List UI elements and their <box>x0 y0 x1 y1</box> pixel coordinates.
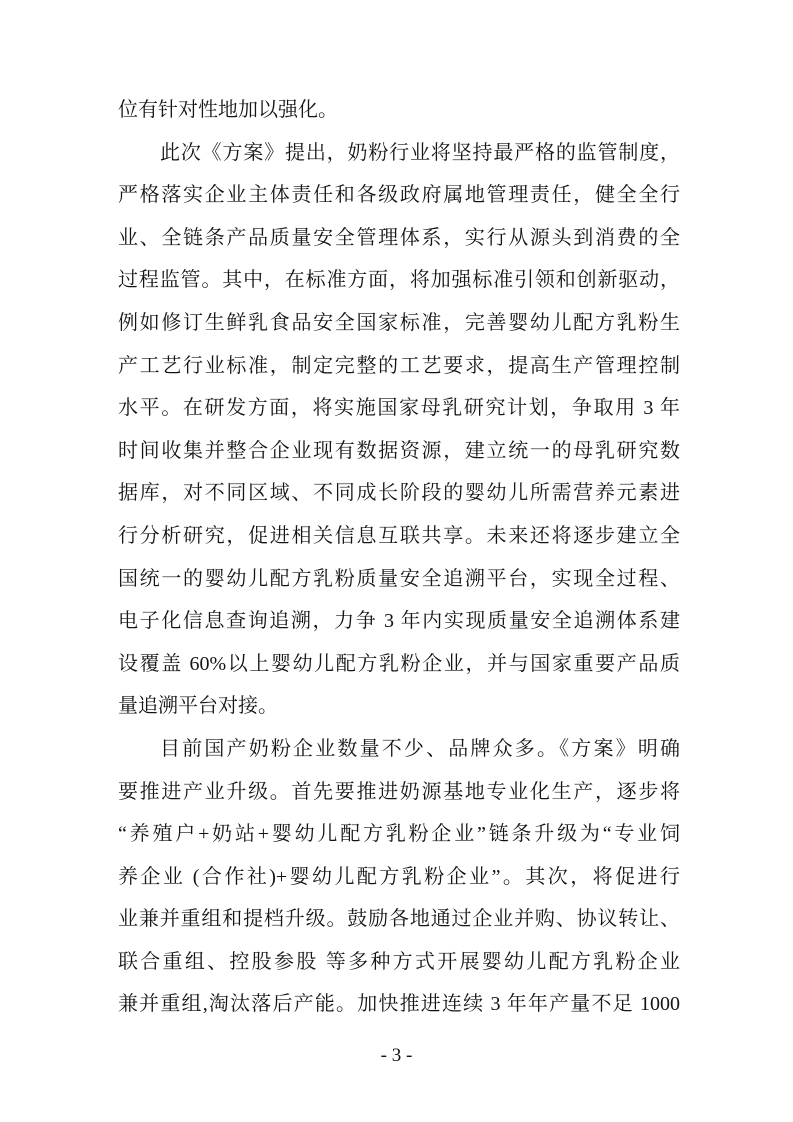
text-line: 位有针对性地加以强化。 <box>118 99 338 121</box>
text-line: 养企业 (合作社)+婴幼儿配方乳粉企业”。其次，将促进行 <box>118 865 680 888</box>
document-body-text <box>118 89 680 1026</box>
text-line: 业兼并重组和提档升级。鼓励各地通过企业并购、协议转让、 <box>118 908 680 931</box>
text-line: 要推进产业升级。首先要推进奶源基地专业化生产，逐步将 <box>118 780 680 803</box>
text-line: 此次《方案》提出，奶粉行业将坚持最严格的监管制度， <box>160 141 680 164</box>
text-line: 时间收集并整合企业现有数据资源，建立统一的母乳研究数 <box>118 439 680 462</box>
text-line: 据库，对不同区域、不同成长阶段的婴幼儿所需营养元素进 <box>118 482 680 505</box>
text-line: 业、全链条产品质量安全管理体系，实行从源头到消费的全 <box>118 226 680 249</box>
text-line: 兼并重组,淘汰落后产能。加快推进连续 3 年年产量不足 1000 <box>118 993 680 1016</box>
text-line: 电子化信息查询追溯，力争 3 年内实现质量安全追溯体系建 <box>118 610 680 633</box>
text-line: 过程监管。其中，在标准方面，将加强标准引领和创新驱动， <box>118 269 680 292</box>
text-line: 水平。在研发方面，将实施国家母乳研究计划，争取用 3 年 <box>118 397 680 420</box>
text-line: 国统一的婴幼儿配方乳粉质量安全追溯平台，实现全过程、 <box>118 567 680 590</box>
text-line: 例如修订生鲜乳食品安全国家标准，完善婴幼儿配方乳粉生 <box>118 311 680 334</box>
text-line: 量追溯平台对接。 <box>118 695 278 718</box>
page-number: - 3 - <box>380 1045 413 1066</box>
text-line: 严格落实企业主体责任和各级政府属地管理责任，健全全行 <box>118 184 680 207</box>
text-line: “养殖户+奶站+婴幼儿配方乳粉企业”链条升级为“专业饲 <box>118 823 680 846</box>
text-line: 联合重组、控股参股 等多种方式开展婴幼儿配方乳粉企业 <box>118 950 680 973</box>
text-line: 产工艺行业标准，制定完整的工艺要求，提高生产管理控制 <box>118 354 680 377</box>
text-line: 目前国产奶粉企业数量不少、品牌众多。《方案》明确 <box>160 737 680 760</box>
text-line: 设覆盖 60%以上婴幼儿配方乳粉企业，并与国家重要产品质 <box>118 652 680 675</box>
text-line: 行分析研究，促进相关信息互联共享。未来还将逐步建立全 <box>118 524 680 547</box>
